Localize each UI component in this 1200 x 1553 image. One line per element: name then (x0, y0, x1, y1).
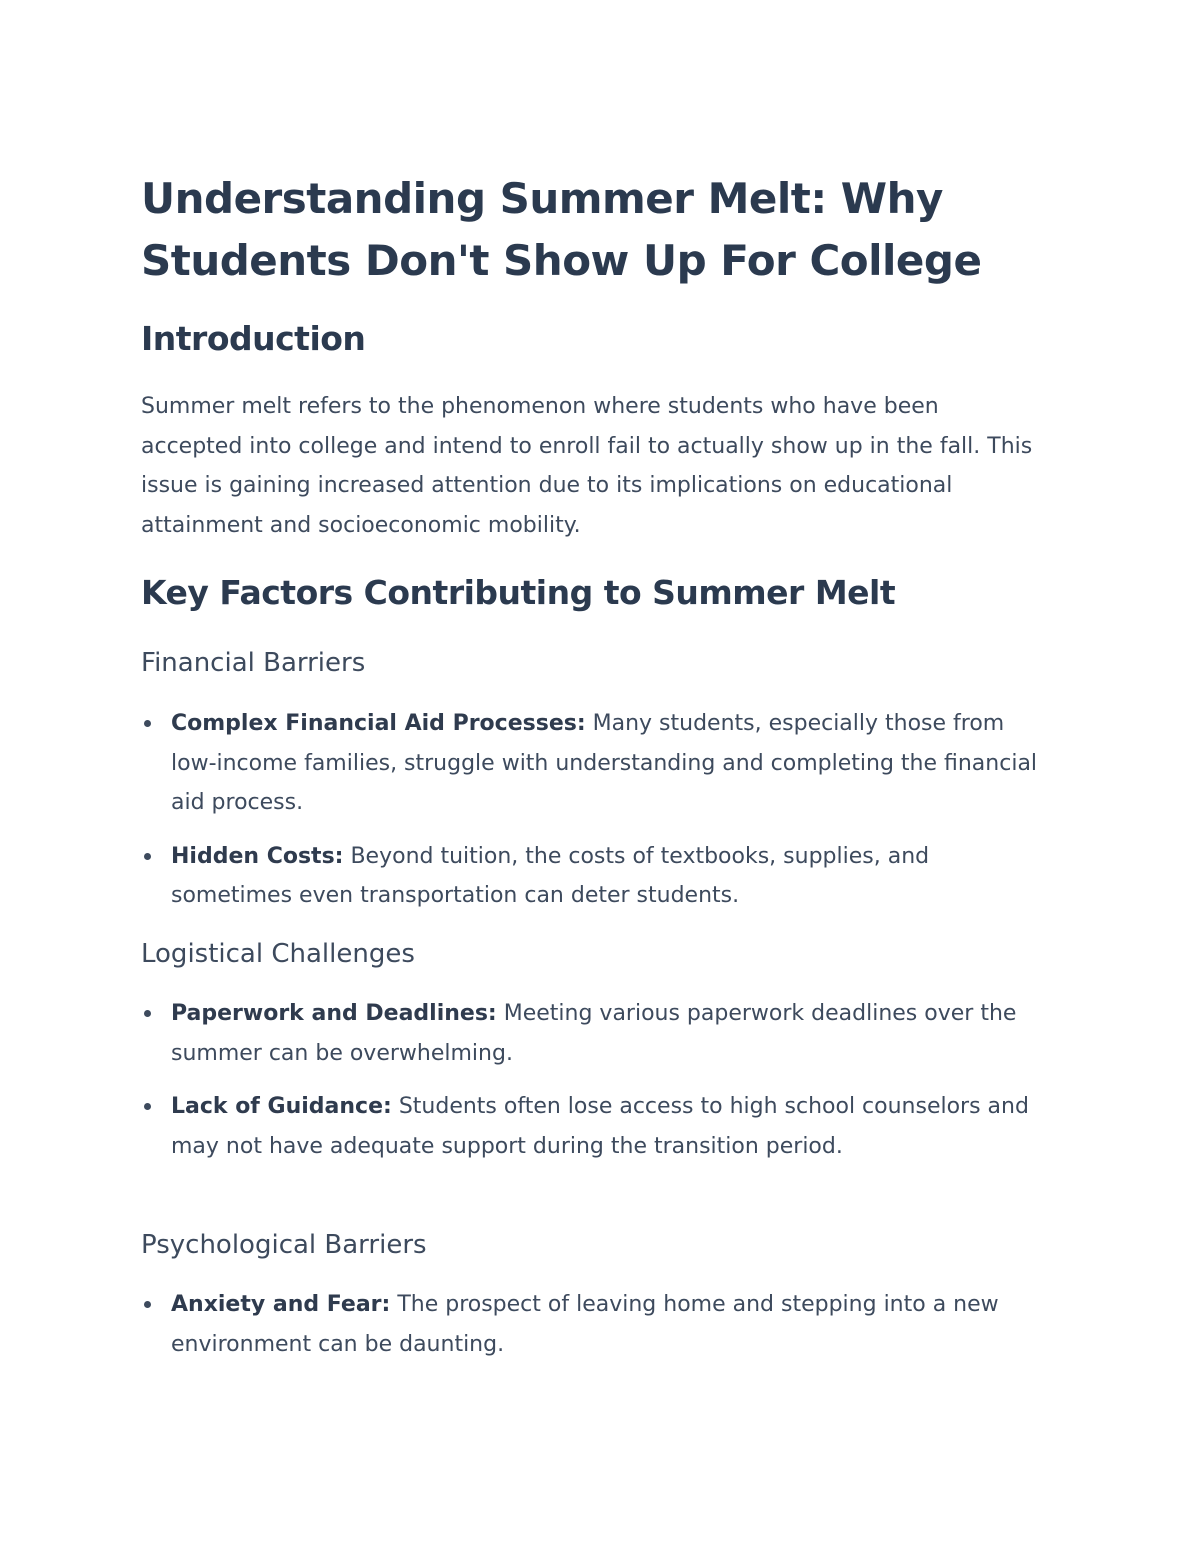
bullet-text: Meeting various paperwork deadlines over the summer can be overwhelming. (171, 1001, 1017, 1066)
bullet-term: Hidden Costs: (171, 843, 344, 869)
subsection-heading-financial-barriers: Financial Barriers (141, 648, 366, 678)
bullet-term: Complex Financial Aid Processes: (171, 711, 586, 736)
bullet-term: Paperwork and Deadlines: (171, 1001, 497, 1026)
bullet-icon (144, 1301, 151, 1308)
subsection-heading-psychological-barriers: Psychological Barriers (141, 1230, 427, 1260)
bullet-term: Lack of Guidance: (171, 1094, 392, 1119)
bullet-icon (144, 720, 151, 727)
bullet-icon (144, 1103, 151, 1110)
section-heading-introduction: Introduction (141, 319, 366, 358)
bullet-text: The prospect of leaving home and stepping into a new environment can be daunting. (171, 1292, 999, 1357)
list-item (141, 994, 1051, 1073)
document-title: Understanding Summer Melt: Why Students Don't Show Up For College (141, 174, 982, 285)
list-item (141, 837, 1051, 916)
financial-barriers-list (141, 704, 1051, 916)
introduction-paragraph: Summer melt refers to the phenomenon where students who have been accepted into college and intend to enroll fail to actually show up in the fall. This issue is gaining increased attention due to its implications on educational attainment and socioeconomic mobility. (141, 394, 1033, 538)
bullet-term: Anxiety and Fear: (171, 1292, 391, 1317)
bullet-text: Students often lose access to high school counselors and may not have adequate support during the transition period. (171, 1094, 1029, 1159)
logistical-challenges-list (141, 994, 1051, 1166)
bullet-text: Beyond tuition, the costs of textbooks, supplies, and sometimes even transportation can deter students. (171, 843, 930, 908)
bullet-icon (144, 1010, 151, 1017)
list-item (141, 1285, 1051, 1364)
bullet-icon (144, 853, 151, 860)
list-item (141, 704, 1051, 823)
bullet-text: Many students, especially those from low-income families, struggle with understanding and completing the financial aid process. (171, 711, 1038, 815)
section-heading-key-factors: Key Factors Contributing to Summer Melt (141, 573, 896, 612)
list-item (141, 1087, 1051, 1166)
psychological-barriers-list (141, 1285, 1051, 1364)
subsection-heading-logistical-challenges: Logistical Challenges (141, 939, 415, 969)
